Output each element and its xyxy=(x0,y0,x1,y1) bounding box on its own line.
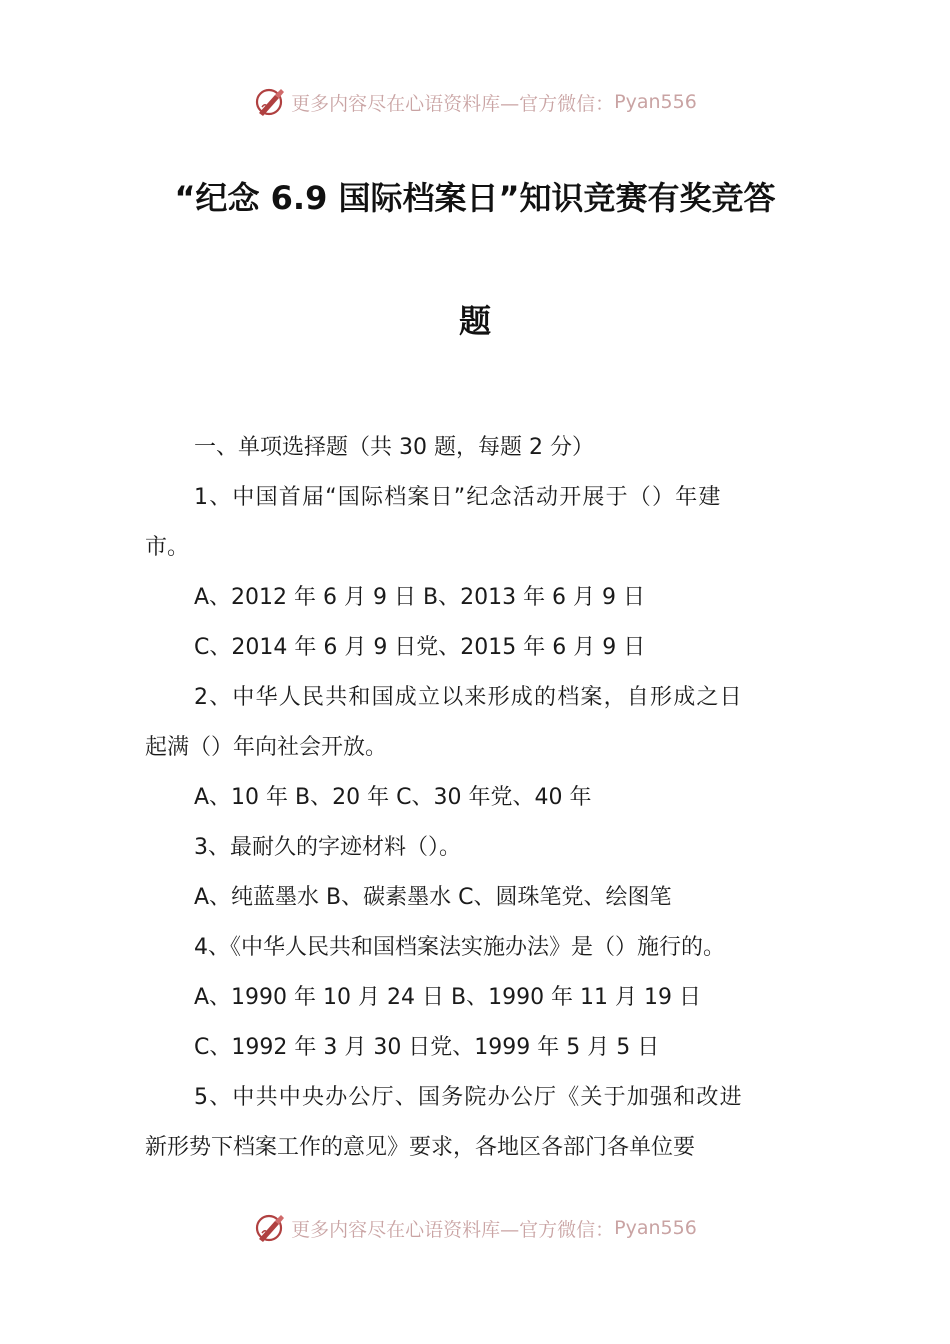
question-3-options-line-1: A、纯蓝墨水 B、碳素墨水 C、圆珠笔党、绘图笔 xyxy=(194,885,672,910)
question-1-stem-line-2: 市。 xyxy=(145,535,190,560)
watermark-text: 更多内容尽在心语资料库—官方微信： xyxy=(291,1218,615,1241)
question-5-stem-line-1: 5、中共中央办公厅、国务院办公厅《关于加强和改进 xyxy=(194,1085,743,1110)
section-heading: 一、单项选择题（共 30 题，每题 2 分） xyxy=(194,435,594,460)
question-4-stem-line-1: 4、《中华人民共和国档案法实施办法》是（）施行的。 xyxy=(194,935,725,960)
question-4-options-line-2: C、1992 年 3 月 30 日党、1999 年 5 月 5 日 xyxy=(194,1035,660,1060)
question-1-options-line-1: A、2012 年 6 月 9 日 B、2013 年 6 月 9 日 xyxy=(194,585,646,610)
question-4-options-line-1: A、1990 年 10 月 24 日 B、1990 年 11 月 19 日 xyxy=(194,985,702,1010)
watermark-contact: Pyan556 xyxy=(614,91,697,113)
pen-logo-icon xyxy=(253,1211,287,1245)
watermark-header xyxy=(0,80,950,124)
question-2-stem-line-2: 起满（）年向社会开放。 xyxy=(145,735,388,760)
watermark-text: 更多内容尽在心语资料库—官方微信： xyxy=(291,92,615,115)
question-2-stem-line-1: 2、中华人民共和国成立以来形成的档案，自形成之日 xyxy=(194,685,743,710)
watermark-footer xyxy=(0,1206,950,1250)
document-title-line-1: “纪念 6.9 国际档案日”知识竞赛有奖竞答 xyxy=(174,179,776,217)
question-1-options-line-2: C、2014 年 6 月 9 日党、2015 年 6 月 9 日 xyxy=(194,635,646,660)
question-2-options-line-1: A、10 年 B、20 年 C、30 年党、40 年 xyxy=(194,785,592,810)
question-3-stem-line-1: 3、最耐久的字迹材料（）。 xyxy=(194,835,461,860)
document-title-line-2: 题 xyxy=(458,302,491,340)
watermark-contact: Pyan556 xyxy=(614,1217,697,1239)
question-5-stem-line-2: 新形势下档案工作的意见》要求，各地区各部门各单位要 xyxy=(145,1135,696,1160)
pen-logo-icon xyxy=(253,85,287,119)
question-1-stem-line-1: 1、中国首届“国际档案日”纪念活动开展于（）年建 xyxy=(194,485,722,510)
